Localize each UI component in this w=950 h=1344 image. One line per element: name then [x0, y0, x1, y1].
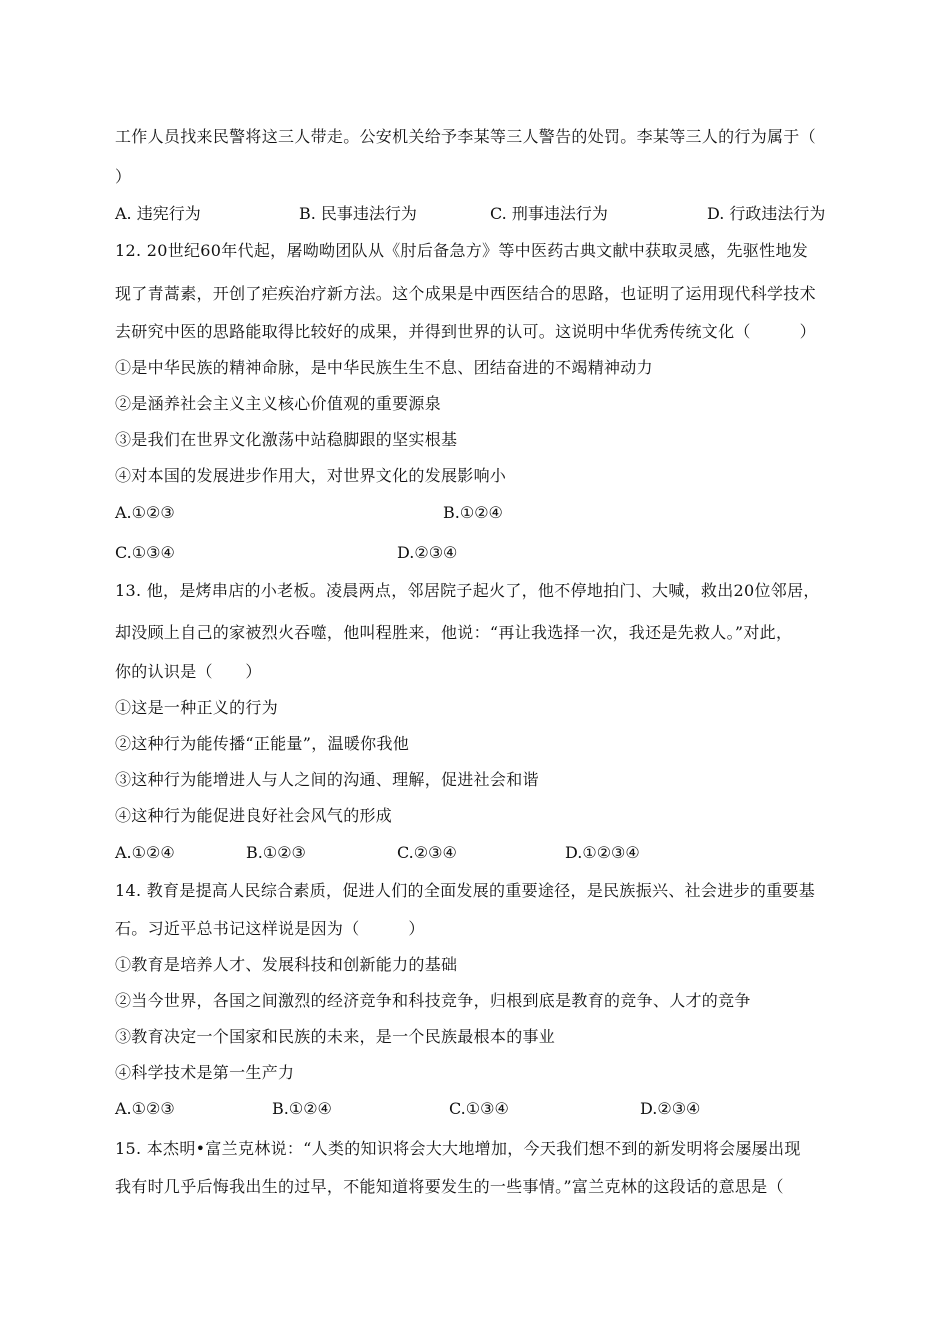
q12-option-a: A.①②③: [115, 503, 175, 522]
q12-option-d: D.②③④: [397, 543, 458, 562]
q13-option-c: C.②③④: [397, 843, 457, 862]
q11-stem-line-2: ）: [115, 167, 132, 186]
q13-option-d: D.①②③④: [565, 843, 640, 862]
q12-option-b: B.①②④: [443, 503, 503, 522]
q13-statement-2: ②这种行为能传播“正能量”，温暖你我他: [115, 734, 410, 753]
q12-stem-line-3: 去研究中医的思路能取得比较好的成果，并得到世界的认可。这说明中华优秀传统文化（ ）: [115, 322, 816, 341]
q13-statement-1: ①这是一种正义的行为: [115, 698, 279, 717]
q11-option-d: D. 行政违法行为: [707, 204, 826, 223]
q13-option-b: B.①②③: [246, 843, 306, 862]
q11-option-a: A. 违宪行为: [115, 204, 201, 223]
q11-stem-line-1: 工作人员找来民警将这三人带走。公安机关给予李某等三人警告的处罚。李某等三人的行为属于（: [115, 127, 816, 146]
q15-stem-line-2: 我有时几乎后悔我出生的过早，不能知道将要发生的一些事情。”富兰克林的这段话的意思是（: [115, 1177, 784, 1196]
q13-stem-line-1: 13. 他，是烤串店的小老板。凌晨两点，邻居院子起火了，他不停地拍门、大喊，救出20位邻居，: [115, 581, 820, 600]
q12-stem-line-2: 现了青蒿素，开创了疟疾治疗新方法。这个成果是中西医结合的思路，也证明了运用现代科学技术: [115, 284, 816, 303]
q14-statement-1: ①教育是培养人才、发展科技和创新能力的基础: [115, 955, 458, 974]
q14-statement-3: ③教育决定一个国家和民族的未来，是一个民族最根本的事业: [115, 1027, 556, 1046]
q11-option-c: C. 刑事违法行为: [490, 204, 608, 223]
q14-option-c: C.①③④: [449, 1099, 509, 1118]
q14-stem-line-2: 石。习近平总书记这样说是因为（ ）: [115, 919, 425, 938]
q13-option-a: A.①②④: [115, 843, 175, 862]
q14-statement-2: ②当今世界，各国之间激烈的经济竞争和科技竞争，归根到底是教育的竞争、人才的竞争: [115, 991, 751, 1010]
q13-statement-4: ④这种行为能促进良好社会风气的形成: [115, 806, 393, 825]
q14-option-b: B.①②④: [272, 1099, 332, 1118]
q14-option-a: A.①②③: [115, 1099, 175, 1118]
q12-statement-4: ④对本国的发展进步作用大，对世界文化的发展影响小: [115, 466, 507, 485]
q12-statement-3: ③是我们在世界文化激荡中站稳脚跟的坚实根基: [115, 430, 458, 449]
q13-stem-line-3: 你的认识是（ ）: [115, 662, 262, 681]
q12-statement-2: ②是涵养社会主义主义核心价值观的重要源泉: [115, 394, 442, 413]
q13-statement-3: ③这种行为能增进人与人之间的沟通、理解，促进社会和谐: [115, 770, 539, 789]
q12-option-c: C.①③④: [115, 543, 175, 562]
q14-statement-4: ④科学技术是第一生产力: [115, 1063, 295, 1082]
q14-stem-line-1: 14. 教育是提高人民综合素质，促进人们的全面发展的重要途径，是民族振兴、社会进步的重要基: [115, 881, 816, 900]
q14-option-d: D.②③④: [640, 1099, 701, 1118]
q12-stem-line-1: 12. 20世纪60年代起，屠呦呦团队从《肘后备急方》等中医药古典文献中获取灵感，先驱性地发: [115, 241, 809, 260]
q11-option-b: B. 民事违法行为: [299, 204, 417, 223]
q12-statement-1: ①是中华民族的精神命脉，是中华民族生生不息、团结奋进的不竭精神动力: [115, 358, 653, 377]
q13-stem-line-2: 却没顾上自己的家被烈火吞噬，他叫程胜来，他说：“再让我选择一次，我还是先救人。”对此，: [115, 623, 793, 642]
q15-stem-line-1: 15. 本杰明•富兰克林说：“人类的知识将会大大地增加，今天我们想不到的新发明将会屡屡出现: [115, 1139, 801, 1158]
